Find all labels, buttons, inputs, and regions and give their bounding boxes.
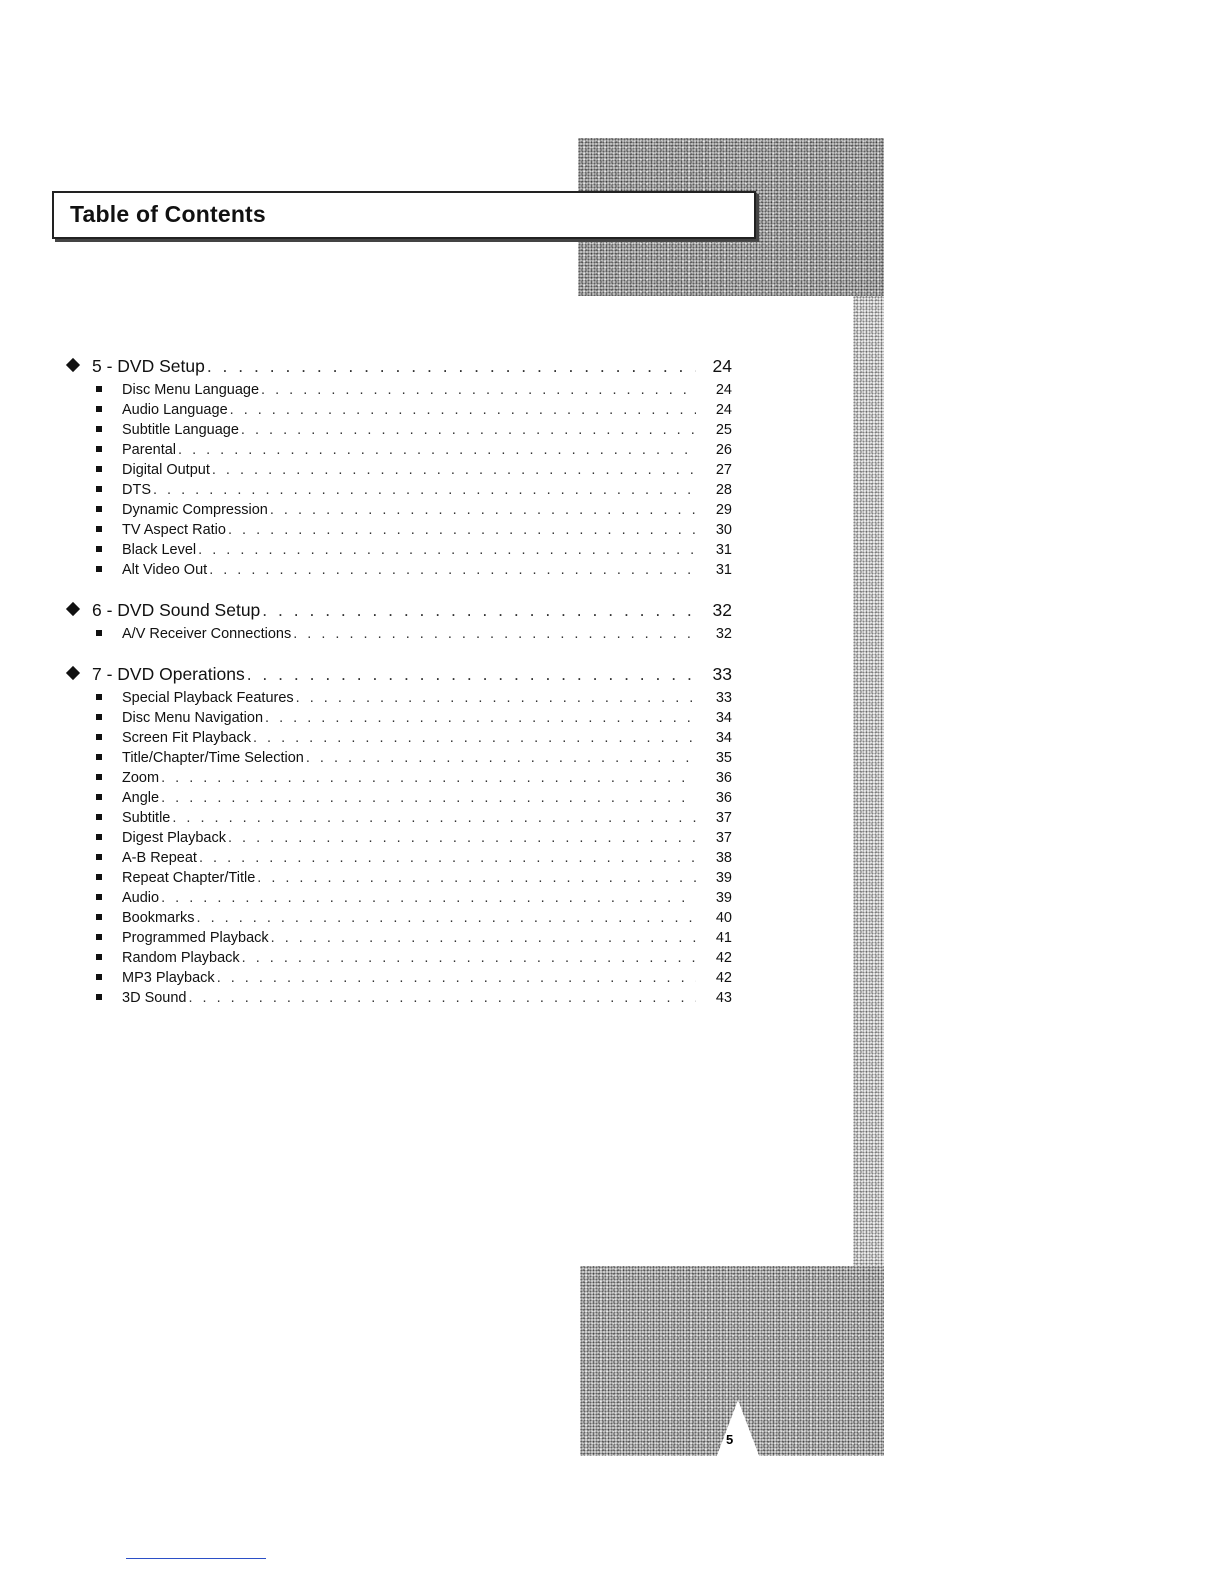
toc-item-label: A/V Receiver Connections — [122, 626, 292, 642]
square-bullet-icon — [96, 486, 102, 492]
square-bullet-icon — [96, 386, 102, 392]
toc-page-number: 42 — [715, 950, 732, 966]
dot-leader — [161, 890, 696, 906]
toc-item[interactable] — [66, 522, 746, 542]
toc-item-label: Digital Output — [122, 462, 210, 478]
table-of-contents — [66, 356, 746, 1028]
toc-item[interactable] — [66, 562, 746, 582]
toc-page-number: 38 — [715, 850, 732, 866]
toc-item-label: Title/Chapter/Time Selection — [122, 750, 304, 766]
dot-leader — [230, 402, 696, 418]
dot-leader — [189, 990, 697, 1006]
toc-page-number: 43 — [715, 990, 732, 1006]
toc-page-number: 31 — [715, 562, 732, 578]
toc-item[interactable] — [66, 770, 746, 790]
toc-page-number: 37 — [715, 810, 732, 826]
toc-item-label: Dynamic Compression — [122, 502, 268, 518]
toc-heading-label: 7 - DVD Operations — [92, 664, 245, 684]
dot-leader — [197, 910, 696, 926]
toc-item[interactable] — [66, 690, 746, 710]
square-bullet-icon — [96, 526, 102, 532]
toc-page-number: 31 — [715, 542, 732, 558]
square-bullet-icon — [96, 934, 102, 940]
square-bullet-icon — [96, 914, 102, 920]
square-bullet-icon — [96, 546, 102, 552]
dot-leader — [228, 830, 696, 846]
toc-page-number: 24 — [712, 356, 732, 376]
toc-page-number: 34 — [715, 730, 732, 746]
dot-leader — [178, 442, 696, 458]
dot-leader — [207, 356, 696, 377]
toc-page-number: 33 — [715, 690, 732, 706]
square-bullet-icon — [96, 774, 102, 780]
toc-item-label: Subtitle Language — [122, 422, 239, 438]
toc-item[interactable] — [66, 402, 746, 422]
toc-item-label: A-B Repeat — [122, 850, 197, 866]
toc-item[interactable] — [66, 422, 746, 442]
toc-page-number: 27 — [715, 462, 732, 478]
toc-item[interactable] — [66, 790, 746, 810]
toc-page-number: 32 — [712, 600, 732, 620]
toc-page-number: 36 — [715, 770, 732, 786]
toc-item-label: TV Aspect Ratio — [122, 522, 226, 538]
toc-page-number: 35 — [715, 750, 732, 766]
dot-leader — [217, 970, 696, 986]
square-bullet-icon — [96, 566, 102, 572]
toc-item[interactable] — [66, 750, 746, 770]
square-bullet-icon — [96, 954, 102, 960]
toc-item-label: Alt Video Out — [122, 562, 208, 578]
square-bullet-icon — [96, 446, 102, 452]
dot-leader — [293, 626, 696, 642]
square-bullet-icon — [96, 734, 102, 740]
footer-rule — [126, 1558, 266, 1559]
dot-leader — [271, 930, 696, 946]
dot-leader — [153, 482, 696, 498]
diamond-bullet-icon — [66, 602, 80, 616]
dot-leader — [247, 664, 696, 685]
toc-page-number: 26 — [715, 442, 732, 458]
dot-leader — [212, 462, 696, 478]
square-bullet-icon — [96, 426, 102, 432]
diamond-bullet-icon — [66, 666, 80, 680]
toc-item-label: MP3 Playback — [122, 970, 215, 986]
toc-page-number: 25 — [715, 422, 732, 438]
toc-item-label: Audio — [122, 890, 160, 906]
toc-page-number: 37 — [715, 830, 732, 846]
toc-page-number: 41 — [715, 930, 732, 946]
dot-leader — [296, 690, 696, 706]
toc-item-label: Repeat Chapter/Title — [122, 870, 256, 886]
page-number: 5 — [726, 1432, 734, 1447]
dot-leader — [172, 810, 696, 826]
title-box — [52, 191, 756, 239]
dot-leader — [161, 790, 696, 806]
dot-leader — [261, 382, 696, 398]
dot-leader — [209, 562, 696, 578]
toc-page-number: 36 — [715, 790, 732, 806]
dot-leader — [161, 770, 696, 786]
dot-leader — [270, 502, 696, 518]
toc-item[interactable] — [66, 382, 746, 402]
toc-item[interactable] — [66, 502, 746, 522]
toc-item-label: Black Level — [122, 542, 197, 558]
dot-leader — [257, 870, 696, 886]
toc-item[interactable] — [66, 930, 746, 950]
dot-leader — [198, 542, 696, 558]
toc-page-number: 33 — [712, 664, 732, 684]
toc-section-heading[interactable] — [66, 664, 746, 690]
decorative-halftone-strip — [853, 296, 884, 1276]
toc-item[interactable] — [66, 710, 746, 730]
toc-item[interactable] — [66, 830, 746, 850]
square-bullet-icon — [96, 466, 102, 472]
square-bullet-icon — [96, 406, 102, 412]
toc-item-label: Special Playback Features — [122, 690, 294, 706]
toc-item-label: Bookmarks — [122, 910, 195, 926]
toc-item[interactable] — [66, 482, 746, 502]
dot-leader — [228, 522, 696, 538]
toc-item-label: Parental — [122, 442, 177, 458]
toc-item-label: Programmed Playback — [122, 930, 269, 946]
square-bullet-icon — [96, 874, 102, 880]
toc-item-label: Disc Menu Navigation — [122, 710, 264, 726]
toc-item[interactable] — [66, 870, 746, 890]
toc-item[interactable] — [66, 850, 746, 870]
toc-page-number: 28 — [715, 482, 732, 498]
toc-item[interactable] — [66, 910, 746, 930]
square-bullet-icon — [96, 834, 102, 840]
toc-section-dvd-setup — [66, 356, 746, 582]
dot-leader — [241, 422, 696, 438]
dot-leader — [199, 850, 696, 866]
toc-section-dvd-operations — [66, 664, 746, 1010]
toc-heading-label: 5 - DVD Setup — [92, 356, 205, 376]
toc-page-number: 32 — [715, 626, 732, 642]
toc-item[interactable] — [66, 890, 746, 910]
square-bullet-icon — [96, 794, 102, 800]
decorative-notch — [716, 1400, 760, 1458]
square-bullet-icon — [96, 894, 102, 900]
square-bullet-icon — [96, 854, 102, 860]
toc-page-number: 42 — [715, 970, 732, 986]
dot-leader — [262, 600, 696, 621]
toc-page-number: 39 — [715, 870, 732, 886]
toc-item-label: Digest Playback — [122, 830, 226, 846]
toc-item[interactable] — [66, 542, 746, 562]
toc-page-number: 40 — [715, 910, 732, 926]
toc-item[interactable] — [66, 970, 746, 990]
toc-item-label: Angle — [122, 790, 160, 806]
toc-item-label: Zoom — [122, 770, 160, 786]
toc-section-heading[interactable] — [66, 356, 746, 382]
toc-item[interactable] — [66, 990, 746, 1010]
toc-page-number: 24 — [715, 402, 732, 418]
dot-leader — [253, 730, 696, 746]
dot-leader — [265, 710, 696, 726]
toc-item[interactable] — [66, 810, 746, 830]
toc-item-label: Subtitle — [122, 810, 171, 826]
toc-item[interactable] — [66, 442, 746, 462]
toc-item-label: Random Playback — [122, 950, 240, 966]
square-bullet-icon — [96, 694, 102, 700]
toc-heading-label: 6 - DVD Sound Setup — [92, 600, 261, 620]
toc-section-heading[interactable] — [66, 600, 746, 626]
toc-item[interactable] — [66, 626, 746, 646]
square-bullet-icon — [96, 994, 102, 1000]
square-bullet-icon — [96, 974, 102, 980]
toc-section-dvd-sound-setup — [66, 600, 746, 646]
square-bullet-icon — [96, 714, 102, 720]
toc-item-label: DTS — [122, 482, 151, 498]
toc-item[interactable] — [66, 950, 746, 970]
toc-page-number: 30 — [715, 522, 732, 538]
toc-page-number: 24 — [715, 382, 732, 398]
toc-page-number: 34 — [715, 710, 732, 726]
square-bullet-icon — [96, 754, 102, 760]
toc-item-label: Screen Fit Playback — [122, 730, 251, 746]
square-bullet-icon — [96, 506, 102, 512]
diamond-bullet-icon — [66, 358, 80, 372]
toc-page-number: 29 — [715, 502, 732, 518]
toc-page-number: 39 — [715, 890, 732, 906]
toc-item-label: 3D Sound — [122, 990, 187, 1006]
toc-item[interactable] — [66, 462, 746, 482]
page-title: Table of Contents — [70, 201, 266, 227]
dot-leader — [306, 750, 696, 766]
toc-item-label: Audio Language — [122, 402, 228, 418]
toc-item-label: Disc Menu Language — [122, 382, 260, 398]
square-bullet-icon — [96, 814, 102, 820]
toc-item[interactable] — [66, 730, 746, 750]
dot-leader — [242, 950, 696, 966]
square-bullet-icon — [96, 630, 102, 636]
